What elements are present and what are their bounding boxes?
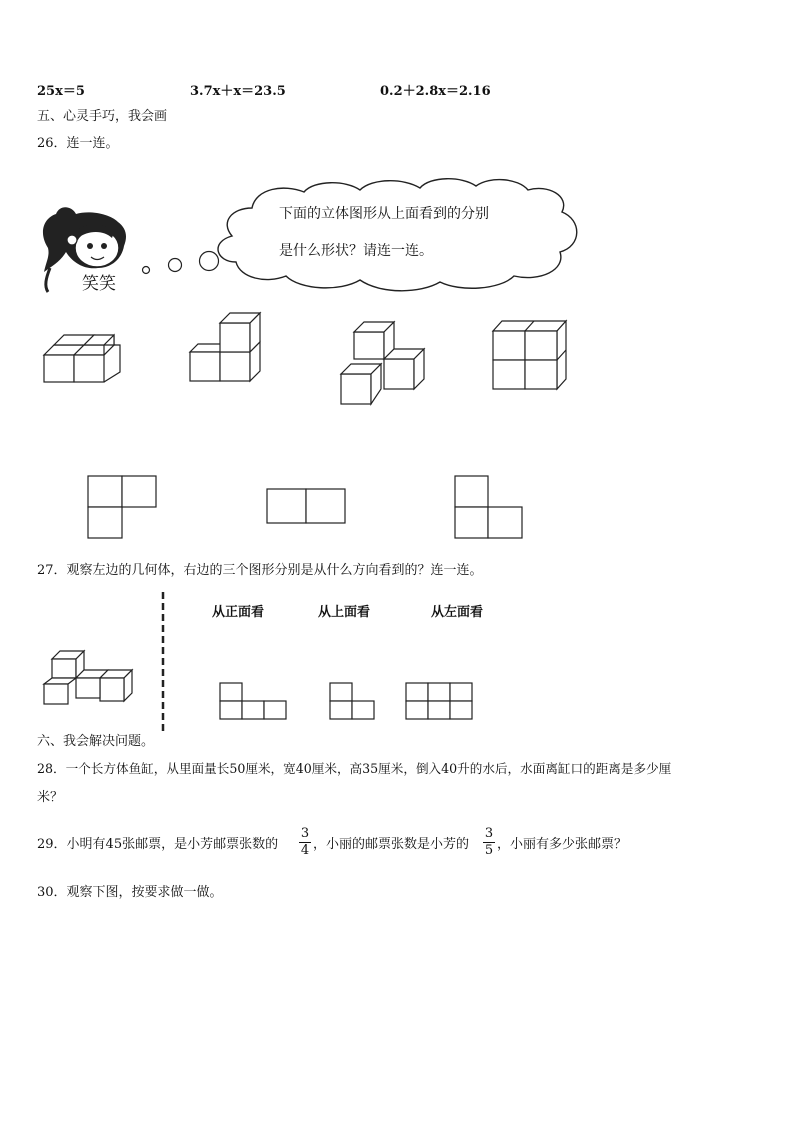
question-28-line-1: 28．一个长方体鱼缸，从里面量长50厘米，宽40厘米，高35厘米，倒入40升的水后，水面离缸口的距离是多少厘 [37, 761, 672, 776]
solid-3 [341, 322, 424, 404]
thought-dot-medium [169, 259, 182, 272]
question-27-label: 27．观察左边的几何体，右边的三个图形分别是从什么方向看到的？连一连。 [37, 563, 483, 578]
thought-cloud [218, 179, 577, 291]
fraction-2-numerator: 3 [484, 826, 494, 841]
solid-4 [493, 321, 566, 389]
thought-dot-large [200, 252, 219, 271]
question-28-line-2: 米？ [37, 790, 64, 805]
bubble-text-line-2: 是什么形状？请连一连。 [279, 243, 433, 259]
equation-2: 3.7x＋x＝23.5 [190, 84, 286, 99]
character-name: 笑笑 [82, 274, 116, 294]
label-front-view: 从正面看 [212, 605, 265, 620]
front-view-shape [220, 683, 286, 719]
top-view-2 [267, 489, 345, 523]
solid-1 [44, 335, 120, 382]
label-top-view: 从上面看 [318, 605, 371, 620]
fraction-three-fifths [483, 827, 495, 858]
top-view-3 [455, 476, 522, 538]
fraction-2-denominator: 5 [484, 843, 494, 858]
solid-2 [190, 313, 260, 381]
fraction-three-quarters [299, 827, 311, 858]
fraction-1-denominator: 4 [300, 843, 310, 858]
question-29-part-2: ，小丽的邮票张数是小芳的 [313, 837, 470, 852]
thought-dot-small [143, 267, 150, 274]
fraction-1-numerator: 3 [300, 826, 310, 841]
label-left-view: 从左面看 [431, 605, 484, 620]
equation-1: 25x＝5 [37, 84, 85, 99]
equation-3: 0.2＋2.8x＝2.16 [380, 84, 491, 99]
question-29-part-3: ，小丽有多少张邮票？ [497, 837, 628, 852]
question-29-part-1: 29．小明有45张邮票，是小芳邮票张数的 [37, 837, 279, 852]
top-view-1 [88, 476, 156, 538]
question-30-label: 30．观察下图，按要求做一做。 [37, 885, 223, 900]
q27-solid [44, 651, 132, 704]
top-view-shape [330, 683, 374, 719]
section-6-title: 六、我会解决问题。 [37, 734, 155, 749]
question-26-label: 26．连一连。 [37, 136, 119, 151]
section-5-title: 五、心灵手巧，我会画 [37, 109, 168, 124]
bubble-text-line-1: 下面的立体图形从上面看到的分别 [279, 206, 489, 222]
left-view-shape [406, 683, 472, 719]
